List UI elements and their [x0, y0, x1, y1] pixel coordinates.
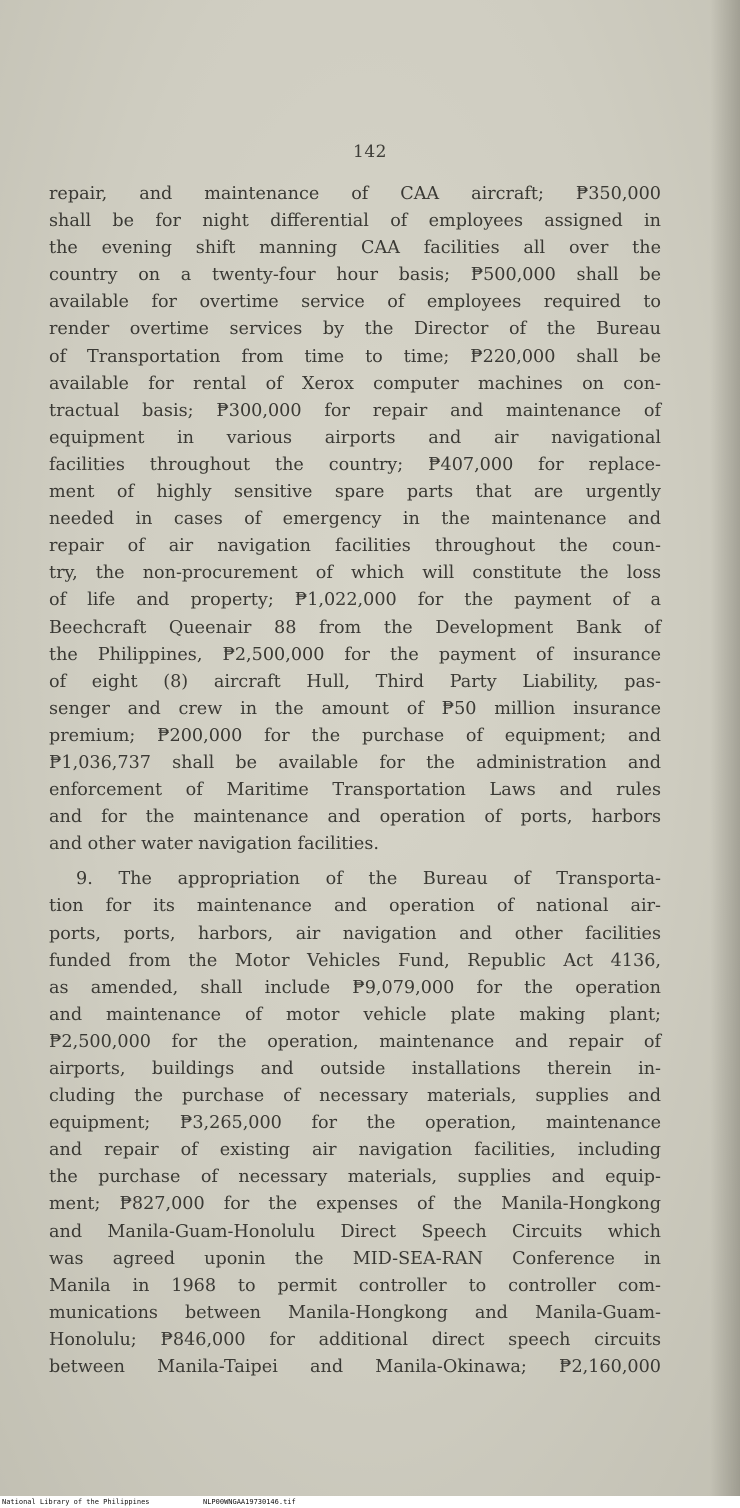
text-line: available for overtime service of employees required to: [49, 292, 661, 313]
text-line: as amended, shall include ₱9,079,000 for the operation: [49, 977, 661, 998]
text-line: 9. The appropriation of the Bureau of Transporta-: [76, 869, 661, 890]
text-line: the evening shift manning CAA facilities all over the: [49, 238, 661, 259]
text-line: shall be for night differential of employees assigned in: [49, 211, 661, 232]
text-line: funded from the Motor Vehicles Fund, Republic Act 4136,: [49, 950, 661, 971]
text-line: cluding the purchase of necessary materials, supplies and: [49, 1086, 661, 1107]
text-line: needed in cases of emergency in the maintenance and: [49, 509, 661, 530]
text-line: and Manila-Guam-Honolulu Direct Speech Circuits which: [49, 1221, 661, 1242]
text-line: of eight (8) aircraft Hull, Third Party Liability, pas-: [49, 671, 661, 692]
text-line: ment of highly sensitive spare parts that are urgently: [49, 482, 661, 503]
text-line: repair of air navigation facilities throughout the coun-: [49, 536, 661, 557]
text-line: render overtime services by the Director of the Bureau: [49, 319, 661, 340]
file-identifier: NLP00WNGAA19730146.tif: [203, 1498, 296, 1506]
text-line: Honolulu; ₱846,000 for additional direct speech circuits: [49, 1329, 661, 1350]
body-text: [49, 181, 661, 1381]
text-line: repair, and maintenance of CAA aircraft; ₱350,000: [49, 184, 661, 204]
text-line: munications between Manila-Hongkong and Manila-Guam-: [49, 1302, 661, 1323]
page-number: 142: [353, 142, 387, 162]
text-line: premium; ₱200,000 for the purchase of equipment; and: [49, 725, 661, 746]
text-line: ports, ports, harbors, air navigation and other facilities: [49, 923, 661, 944]
text-line: senger and crew in the amount of ₱50 million insurance: [49, 698, 661, 719]
text-line: equipment; ₱3,265,000 for the operation, maintenance: [49, 1113, 661, 1134]
text-line: tion for its maintenance and operation of national air-: [49, 896, 661, 917]
text-line: available for rental of Xerox computer machines on con-: [49, 373, 661, 394]
text-line: equipment in various airports and air navigational: [49, 427, 661, 448]
text-line: and for the maintenance and operation of ports, harbors: [49, 807, 661, 828]
text-line: the Philippines, ₱2,500,000 for the payment of insurance: [49, 644, 661, 665]
text-line: try, the non-procurement of which will constitute the loss: [49, 563, 661, 584]
scan-footer: [0, 1496, 740, 1508]
text-line: the purchase of necessary materials, supplies and equip-: [49, 1167, 661, 1188]
text-line: and repair of existing air navigation facilities, including: [49, 1140, 661, 1161]
text-line: and other water navigation facilities.: [49, 834, 379, 855]
text-line: was agreed uponin the MID-SEA-RAN Conference in: [49, 1248, 661, 1269]
text-line: tractual basis; ₱300,000 for repair and maintenance of: [49, 400, 661, 421]
text-line: enforcement of Maritime Transportation Laws and rules: [49, 780, 661, 801]
text-line: airports, buildings and outside installations therein in-: [49, 1059, 661, 1079]
text-line: of Transportation from time to time; ₱220,000 shall be: [49, 346, 661, 367]
text-line: ₱1,036,737 shall be available for the administration and: [49, 752, 661, 773]
library-credit: National Library of the Philippines: [2, 1498, 150, 1506]
text-line: between Manila-Taipei and Manila-Okinawa; ₱2,160,000: [49, 1357, 661, 1378]
text-line: and maintenance of motor vehicle plate making plant;: [49, 1004, 661, 1025]
text-line: of life and property; ₱1,022,000 for the payment of a: [49, 590, 661, 611]
text-line: ment; ₱827,000 for the expenses of the Manila-Hongkong: [49, 1194, 661, 1215]
text-line: ₱2,500,000 for the operation, maintenance and repair of: [49, 1031, 661, 1052]
text-line: country on a twenty-four hour basis; ₱500,000 shall be: [49, 265, 661, 286]
text-line: Manila in 1968 to permit controller to controller com-: [49, 1275, 661, 1296]
text-line: facilities throughout the country; ₱407,000 for replace-: [49, 454, 661, 475]
paragraph-gap: [49, 858, 661, 866]
text-line: Beechcraft Queenair 88 from the Development Bank of: [49, 617, 661, 638]
page-edge-shadow: [710, 0, 740, 1508]
